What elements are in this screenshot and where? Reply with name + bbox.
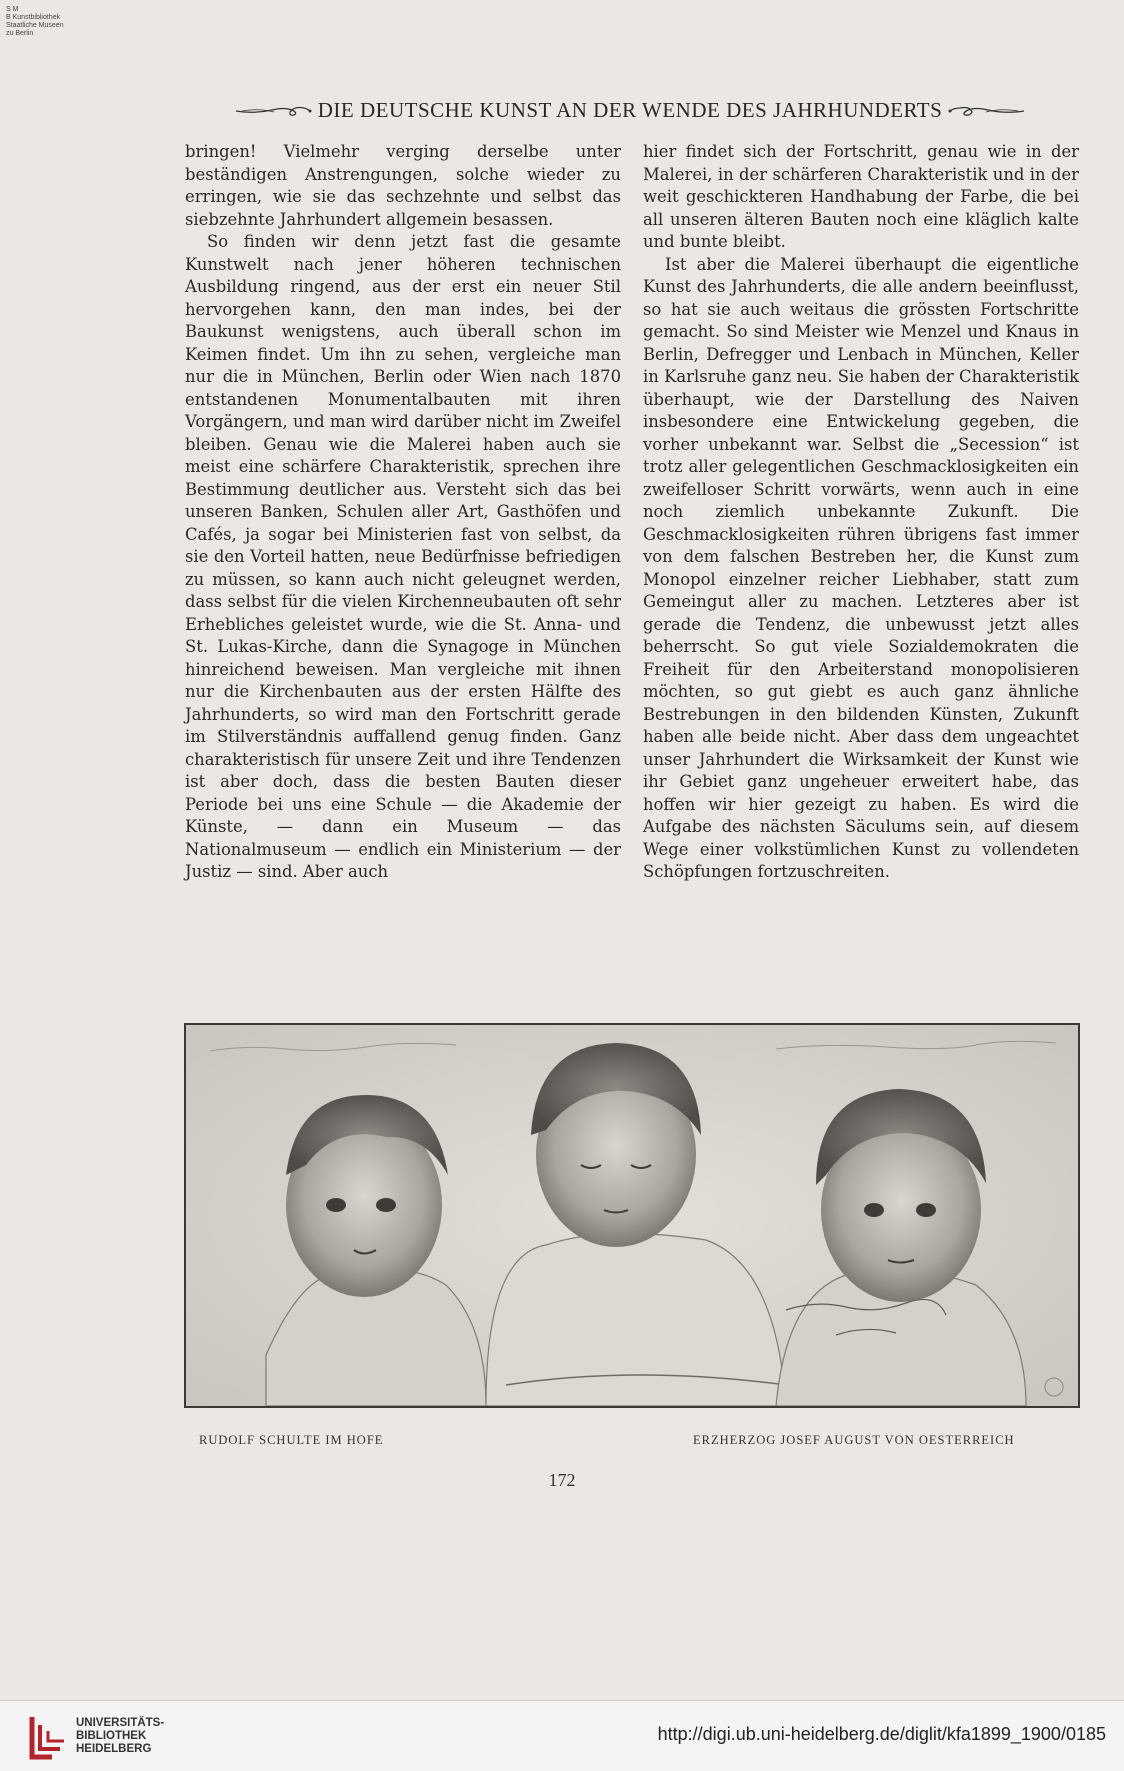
paragraph: Ist aber die Malerei überhaupt die eigentliche Kunst des Jahrhunderts, die alle andern beeinflusst, so hat sie auch weitaus die grössten Fortschritte gemacht. So sind Meister wie Menzel und Knaus in Berlin, Defregger und Lenbach in München, Keller in Karlsruhe ganz neu. Sie haben der Charakteristik überhaupt, wie der Darstellung des Naiven insbesondere eine Entwickelung gegeben, die vorher unbekannt war. Selbst die „Secession“ ist trotz aller gelegentlichen Geschmacklosigkeiten ein zweifelloser Schritt vorwärts, wenn auch in eine noch ziemlich unbekannte Zukunft. Die Geschmacklosigkeiten rühren übrigens fast immer von dem falschen Bestreben her, die Kunst zum Monopol einzelner reicher Liebhaber, statt zum Gemeingut aller zu machen. Letzteres aber ist gerade die Tendenz, die unbewusst jetzt alles beherrscht. So gut viele Sozialdemokraten die Freiheit für den Arbeiterstand monopolisieren möchten, so gut giebt es auch ganz ähnliche Bestrebungen in den bildenden Künsten, Zukunft haben alle beide nicht. Aber dass dem ungeachtet unser Jahrhundert die Wirksamkeit der Kunst wie ihr Gebiet ganz ungeheuer erweitert habe, das hoffen wir hier gezeigt zu haben. Es wird die Aufgabe des nächsten Säculums sein, auf diesem Wege einer volkstümlichen Kunst zu vollendeten Schöpfungen fortzuschreiten. <box>643 254 1079 881</box>
paragraph: So finden wir denn jetzt fast die gesamte Kunstwelt nach jener höheren technischen Ausbildung ringend, aus der erst ein neuer Stil hervorgehen kann, den man indes, bei der Baukunst wenigstens, auch überall schon im Keimen findet. Um ihn zu sehen, vergleiche man nur die in München, Berlin oder Wien nach 1870 entstandenen Monumentalbauten mit ihren Vorgängern, und man wird darüber nicht im Zweifel bleiben. Genau wie die Malerei haben auch sie meist eine schärfere Charakteristik, sprechen ihre Bestimmung deutlicher aus. Versteht sich das bei unseren Banken, Schulen aller Art, Gasthöfen und Cafés, ja sogar bei Ministerien fast von selbst, da sie den Vorteil hatten, neue Bedürfnisse befriedigen zu müssen, so kann auch nicht geleugnet werden, dass selbst für die vielen Kirchenneubauten oft sehr Erhebliches geleistet wurde, wie die St. Anna- und St. Lukas-Kirche, dann die Synagoge in München hinreichend beweisen. Man vergleiche mit ihnen nur die Kirchenbauten aus der ersten Hälfte des Jahrhunderts, so wird man den Fortschritt gerade im Stilverständnis auffallend genug finden. Ganz charakteristisch für unsere Zeit und ihre Tendenzen ist aber doch, dass die besten Bauten dieser Periode bei uns eine Schule — die Akademie der Künste, — dann ein Museum — das Nationalmuseum — endlich ein Ministerium — der Justiz — sind. Aber auch <box>185 232 621 881</box>
stamp-line: Staatliche Museen <box>6 22 64 29</box>
library-name <box>76 1717 164 1756</box>
paragraph: hier findet sich der Fortschritt, genau wie in der Malerei, in der schärferen Charakteristik und in der weit geschickteren Handhabung der Farbe, die bei all unseren älteren Bauten noch eine kläglich kalte und bunte bleibt. <box>643 142 1079 251</box>
stamp-line: zu Berlin <box>6 30 34 37</box>
paragraph: bringen! Vielmehr verging derselbe unter beständigen Anstrengungen, solche wieder zu erringen, wie sie das sechzehnte und selbst das siebzehnte Jahrhundert allgemein besassen. <box>185 142 621 229</box>
page-header-title: DIE DEUTSCHE KUNST AN DER WENDE DES JAHRHUNDERTS <box>317 97 943 122</box>
library-name-line: UNIVERSITÄTS- <box>76 1717 165 1729</box>
left-ornament-icon <box>234 100 312 120</box>
document-url-link[interactable]: http://digi.ub.uni-heidelberg.de/diglit/kfa1899_1900/0185 <box>657 1724 1106 1744</box>
figure-caption-left: RUDOLF SCHULTE IM HOFE <box>199 1433 384 1447</box>
stamp-line: B Kunstbibliothek <box>6 14 61 21</box>
portrait-illustration <box>184 1023 1080 1408</box>
left-text-column <box>185 141 621 884</box>
figure-caption-right: ERZHERZOG JOSEF AUGUST VON OESTERREICH <box>693 1433 1015 1447</box>
right-ornament-icon <box>948 100 1026 120</box>
stamp-line: S M <box>6 6 19 13</box>
library-name-line: HEIDELBERG <box>76 1743 152 1755</box>
right-text-column <box>643 141 1079 884</box>
viewer-footer <box>0 1700 1124 1771</box>
page-number: 172 <box>548 1470 576 1490</box>
running-header <box>180 95 1080 125</box>
child-sketches-image <box>186 1025 1078 1406</box>
library-logo-icon <box>24 1711 68 1763</box>
library-name-line: BIBLIOTHEK <box>76 1730 147 1742</box>
museum-stamp <box>6 6 64 38</box>
